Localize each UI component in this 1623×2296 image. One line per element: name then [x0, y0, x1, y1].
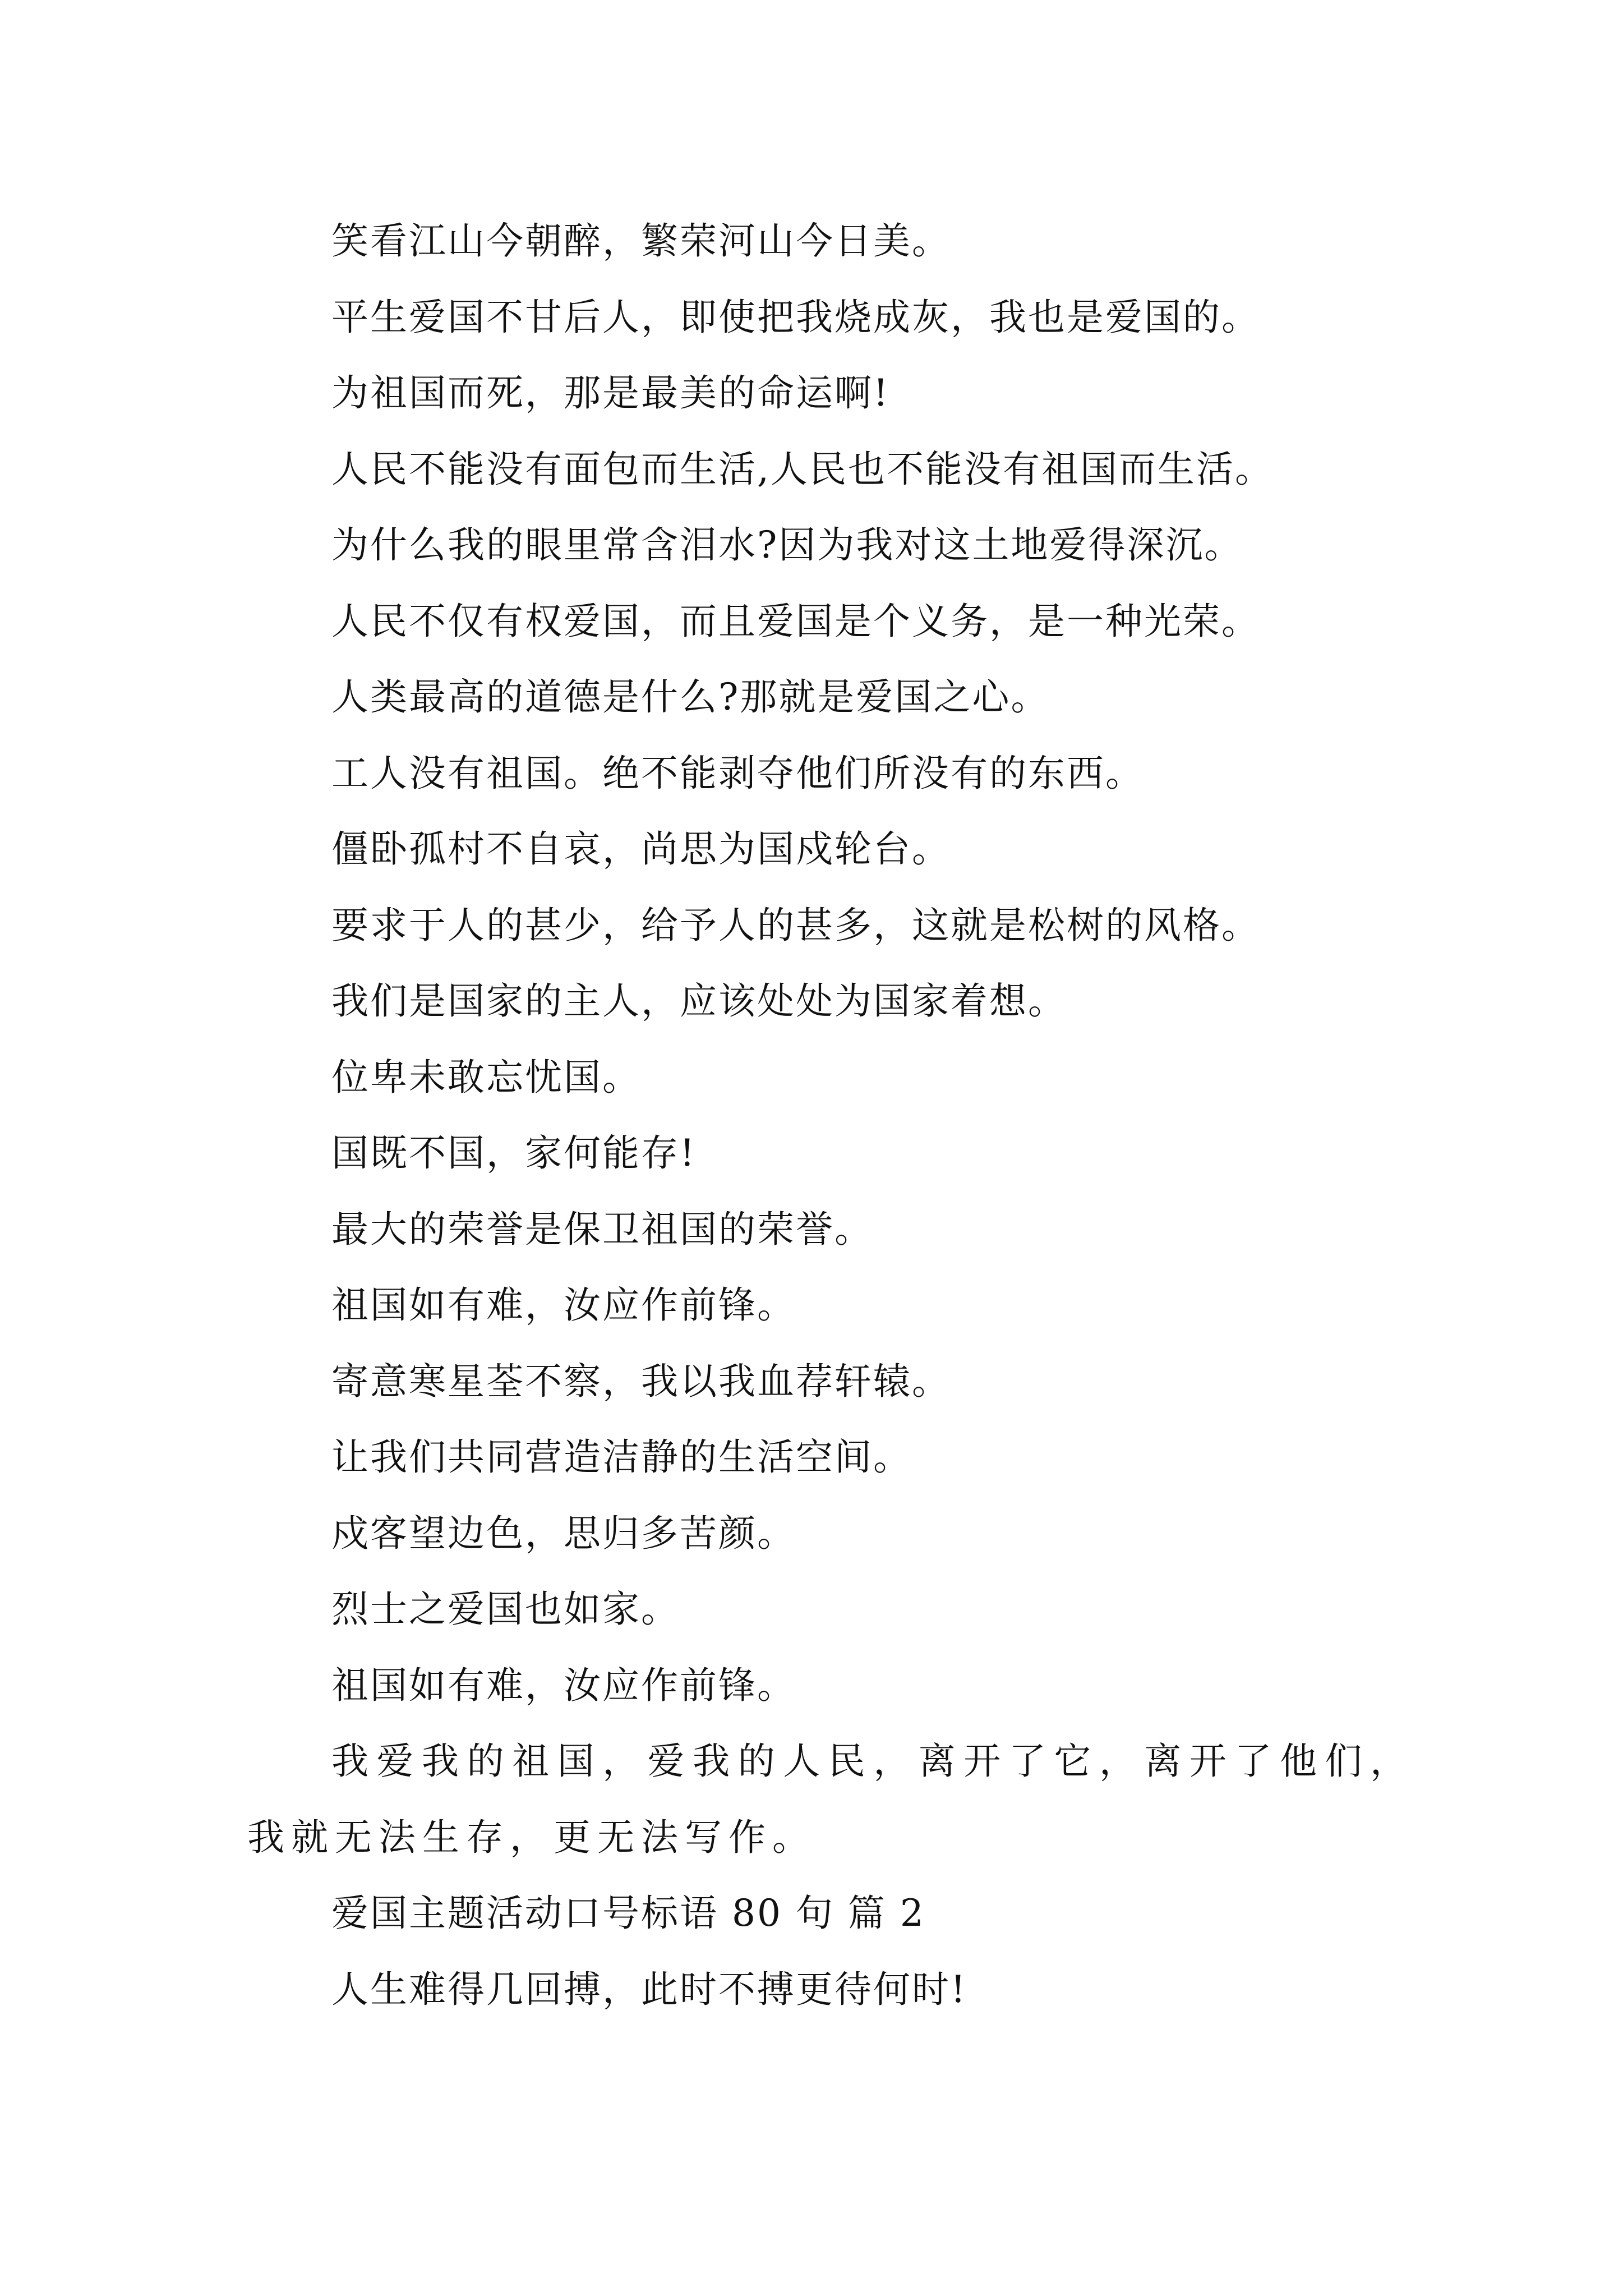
text-line: 平生爱国不甘后人，即使把我烧成灰，我也是爱国的。: [331, 295, 1260, 339]
text-line: 祖国如有难，汝应作前锋。: [331, 1283, 796, 1327]
paragraph: 我爱我的祖国，爱我的人民，离开了它，离开了他们，我就无法生存，更无法写作。: [247, 1740, 1414, 1859]
text-line: 要求于人的甚少，给予人的甚多，这就是松树的风格。: [331, 903, 1260, 947]
text-line: 戍客望边色，思归多苦颜。: [331, 1511, 796, 1555]
text-line: 国既不国，家何能存!: [331, 1131, 697, 1175]
document-body: [247, 203, 1414, 2027]
text-line: 工人没有祖国。绝不能剥夺他们所没有的东西。: [331, 751, 1144, 795]
text-line: 位卑未敢忘忧国。: [331, 1055, 641, 1099]
text-line: 烈士之爱国也如家。: [331, 1588, 680, 1631]
text-line: 最大的荣誉是保卫祖国的荣誉。: [331, 1207, 873, 1251]
text-line: 人民不仅有权爱国，而且爱国是个义务，是一种光荣。: [331, 599, 1260, 643]
text-line: 祖国如有难，汝应作前锋。: [331, 1663, 796, 1707]
text-line: 寄意寒星荃不察，我以我血荐轩辕。: [331, 1359, 951, 1403]
text-line: 为祖国而死，那是最美的命运啊!: [331, 371, 890, 415]
text-line: 僵卧孤村不自哀，尚思为国戍轮台。: [331, 827, 951, 871]
text-line: 让我们共同营造洁静的生活空间。: [331, 1435, 912, 1479]
section-heading: 爱国主题活动口号标语 80 句 篇 2: [331, 1892, 925, 1935]
text-line: 笑看江山今朝醉，繁荣河山今日美。: [331, 219, 951, 263]
text-line: 人生难得几回搏，此时不搏更待何时!: [331, 1967, 967, 2011]
text-line: 人类最高的道德是什么?那就是爱国之心。: [331, 675, 1050, 719]
text-line: 我们是国家的主人，应该处处为国家着想。: [331, 979, 1067, 1023]
text-line: 为什么我的眼里常含泪水?因为我对这土地爱得深沉。: [331, 523, 1243, 567]
text-line: 人民不能没有面包而生活,人民也不能没有祖国而生活。: [331, 447, 1274, 491]
